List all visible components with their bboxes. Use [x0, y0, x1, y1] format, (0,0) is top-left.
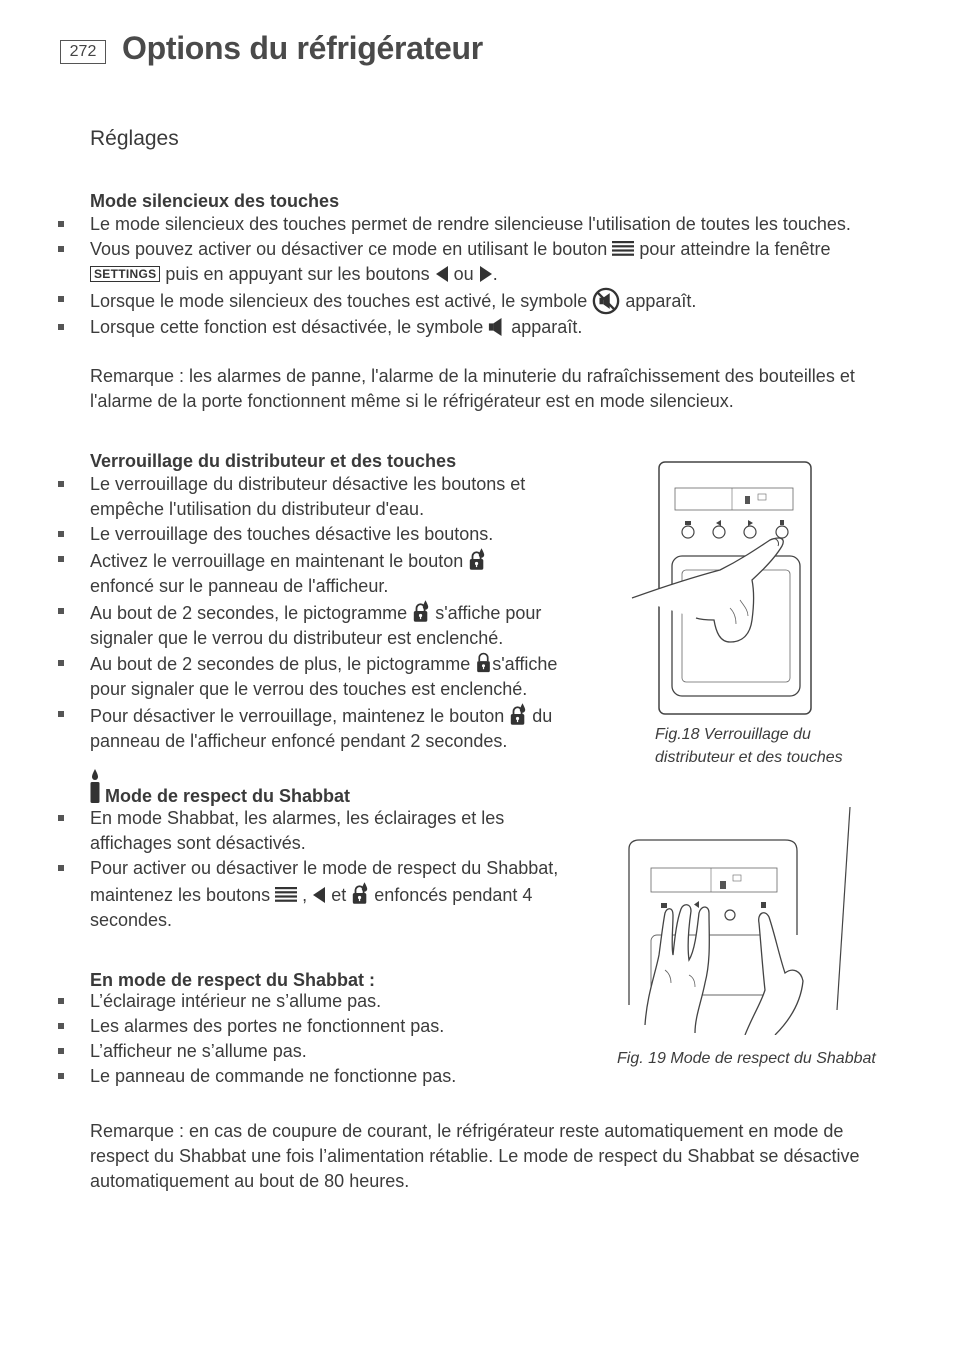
lock-drop-icon — [351, 881, 369, 905]
list-item: Le panneau de commande ne fonctionne pas. — [0, 1064, 560, 1089]
list-item: Le verrouillage des touches désactive les boutons. — [0, 522, 590, 547]
list-item: L’afficheur ne s’allume pas. — [0, 1039, 560, 1064]
figure-19-illustration — [625, 805, 870, 1035]
settings-label: SETTINGS — [90, 266, 160, 282]
list-item: Le mode silencieux des touches permet de rendre silencieuse l'utilisation de toutes les touches. — [0, 212, 900, 237]
menu-icon — [275, 886, 297, 904]
sabbath-heading: Mode de respect du Shabbat — [105, 786, 351, 806]
list-item: Activez le verrouillage en maintenant le bouton enfoncé sur le panneau de l'afficheur. — [0, 547, 590, 599]
sabbath-note: Remarque : en cas de coupure de courant, le réfrigérateur reste automatiquement en mode de respect du Shabbat une fois l’alimentation rétablie. Le mode de respect du Shabbat se désactive automatiquement au bout de 80 heures. — [90, 1121, 860, 1191]
left-arrow-icon — [435, 265, 449, 283]
right-arrow-icon — [479, 265, 493, 283]
silent-mode-heading: Mode silencieux des touches — [90, 191, 340, 211]
figure-18-caption: Fig.18 Verrouillage du distributeur et des touches — [655, 726, 843, 766]
sabbath-list — [0, 806, 560, 933]
page-title: Options du réfrigérateur — [122, 30, 483, 66]
list-item: En mode Shabbat, les alarmes, les éclairages et les affichages sont désactivés. — [0, 806, 560, 856]
list-item: L’éclairage intérieur ne s’allume pas. — [0, 989, 560, 1014]
lock-drop-icon — [509, 702, 527, 726]
list-item: Lorsque cette fonction est désactivée, le symbole apparaît. — [0, 315, 900, 340]
silent-mode-note: Remarque : les alarmes de panne, l'alarme de la minuterie du rafraîchissement des bouteilles et l'alarme de la porte fonctionnent même si le réfrigérateur est en mode silencieux. — [90, 366, 855, 411]
list-item: Vous pouvez activer ou désactiver ce mode en utilisant le bouton pour atteindre la fenêtre SETTINGS puis en appuyant sur les boutons ou . — [0, 237, 900, 287]
list-item: Pour désactiver le verrouillage, maintenez le bouton du panneau de l'afficheur enfoncé pendant 2 secondes. — [0, 702, 590, 754]
list-item: Au bout de 2 secondes, le pictogramme s'affiche pour signaler que le verrou du distributeur est enclenché. — [0, 599, 590, 651]
figure-19-caption: Fig. 19 Mode de respect du Shabbat — [617, 1050, 876, 1067]
dispenser-lock-icon — [412, 599, 430, 623]
figure-18-illustration — [630, 460, 815, 718]
lock-icon — [475, 651, 492, 673]
silent-mode-list — [0, 212, 900, 340]
list-item: Au bout de 2 secondes de plus, le pictogramme s'affiche pour signaler que le verrou des touches est enclenché. — [0, 651, 590, 702]
mute-icon — [592, 287, 620, 315]
in-sabbath-list — [0, 989, 560, 1089]
speaker-icon — [488, 316, 506, 338]
list-item: Lorsque le mode silencieux des touches est activé, le symbole apparaît. — [0, 287, 900, 315]
section-title: Réglages — [90, 127, 179, 150]
page-number: 272 — [60, 40, 106, 64]
list-item: Les alarmes des portes ne fonctionnent pas. — [0, 1014, 560, 1039]
lock-heading: Verrouillage du distributeur et des touches — [90, 451, 457, 471]
list-item: Le verrouillage du distributeur désactive les boutons et empêche l'utilisation du distributeur d'eau. — [0, 472, 590, 522]
lock-list — [0, 472, 590, 754]
left-arrow-icon — [312, 886, 326, 904]
in-sabbath-heading: En mode de respect du Shabbat : — [90, 970, 376, 990]
menu-icon — [612, 240, 634, 258]
lock-drop-icon — [468, 547, 486, 571]
candle-icon — [89, 768, 101, 804]
list-item: Pour activer ou désactiver le mode de respect du Shabbat, maintenez les boutons , et enfoncés pendant 4 secondes. — [0, 856, 560, 933]
